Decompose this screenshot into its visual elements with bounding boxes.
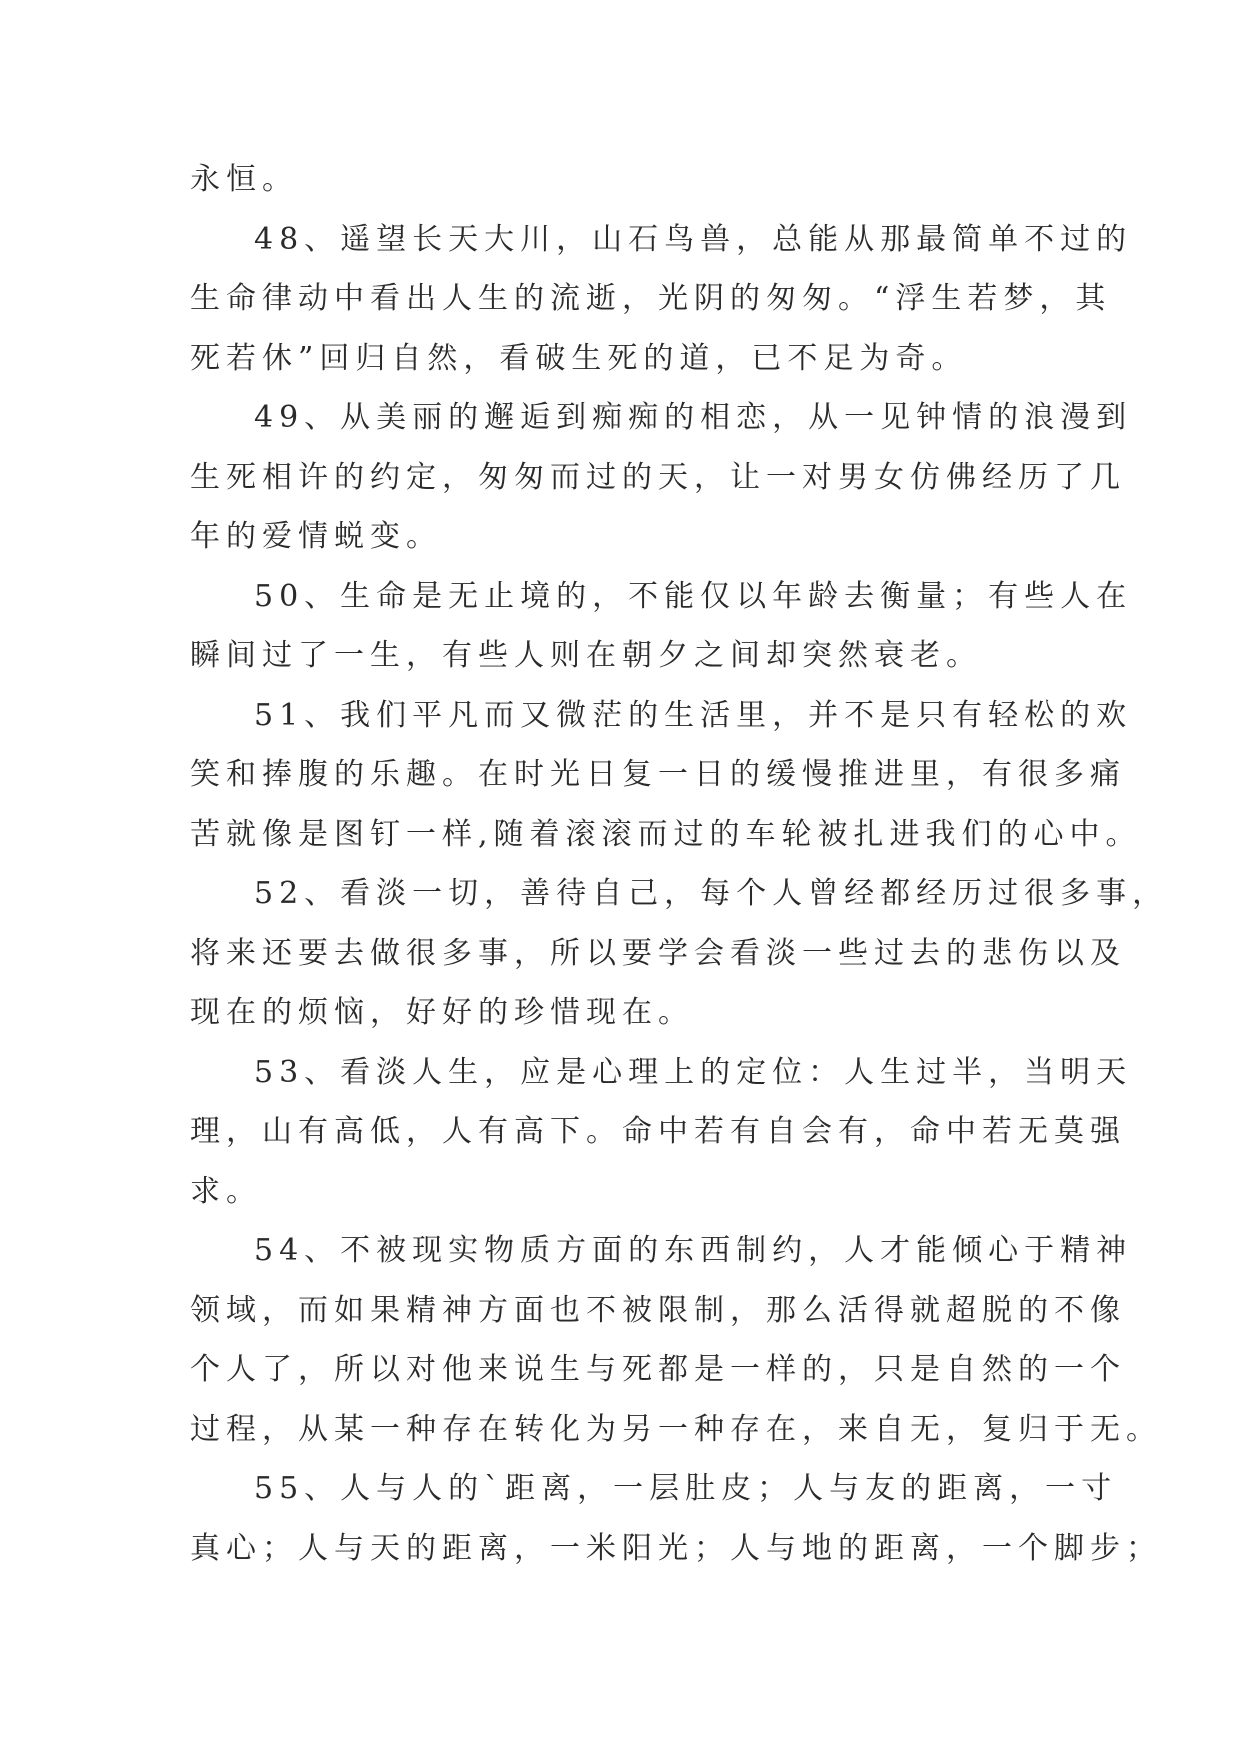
text-line: 死若休”回归自然，看破生死的道，已不足为奇。 xyxy=(190,340,968,376)
text-line: 理，山有高低，人有高下。命中若有自会有，命中若无莫强 xyxy=(190,1114,1126,1149)
text-line: 求。 xyxy=(190,1173,262,1209)
text-line: 个人了，所以对他来说生与死都是一样的，只是自然的一个 xyxy=(190,1352,1126,1387)
text-line: 笑和捧腹的乐趣。在时光日复一日的缓慢推进里，有很多痛 xyxy=(190,757,1126,792)
text-line: 现在的烦恼，好好的珍惜现在。 xyxy=(190,995,694,1030)
text-line: 领域，而如果精神方面也不被限制，那么活得就超脱的不像 xyxy=(190,1292,1126,1328)
text-line: 年的爱情蜕变。 xyxy=(190,519,442,554)
text-line: 52、看淡一切，善待自己，每个人曾经都经历过很多事， xyxy=(254,876,1169,911)
text-line: 过程，从某一种存在转化为另一种存在，来自无，复归于无。 xyxy=(190,1411,1162,1447)
text-line: 49、从美丽的邂逅到痴痴的相恋，从一见钟情的浪漫到 xyxy=(254,400,1133,435)
text-line: 54、不被现实物质方面的东西制约，人才能倾心于精神 xyxy=(254,1233,1133,1268)
text-line: 生命律动中看出人生的流逝，光阴的匆匆。“浮生若梦，其 xyxy=(190,281,1112,316)
text-line: 真心；人与天的距离，一米阳光；人与地的距离，一个脚步； xyxy=(190,1530,1162,1566)
text-line: 55、人与人的`距离，一层肚皮；人与友的距离，一寸 xyxy=(254,1471,1118,1506)
text-line: 生死相许的约定，匆匆而过的天，让一对男女仿佛经历了几 xyxy=(190,459,1126,495)
text-line: 51、我们平凡而又微茫的生活里，并不是只有轻松的欢 xyxy=(254,697,1133,733)
text-line: 将来还要去做很多事，所以要学会看淡一些过去的悲伤以及 xyxy=(190,935,1126,971)
text-line: 48、遥望长天大川，山石鸟兽，总能从那最简单不过的 xyxy=(254,221,1133,257)
text-line: 53、看淡人生，应是心理上的定位：人生过半，当明天 xyxy=(254,1054,1133,1090)
text-line: 永恒。 xyxy=(190,162,298,197)
text-line: 瞬间过了一生，有些人则在朝夕之间却突然衰老。 xyxy=(190,638,982,673)
document-body xyxy=(190,150,1169,1578)
text-line: 50、生命是无止境的，不能仅以年龄去衡量；有些人在 xyxy=(254,578,1133,614)
text-line: 苦就像是图钉一样,随着滚滚而过的车轮被扎进我们的心中。 xyxy=(190,816,1142,852)
